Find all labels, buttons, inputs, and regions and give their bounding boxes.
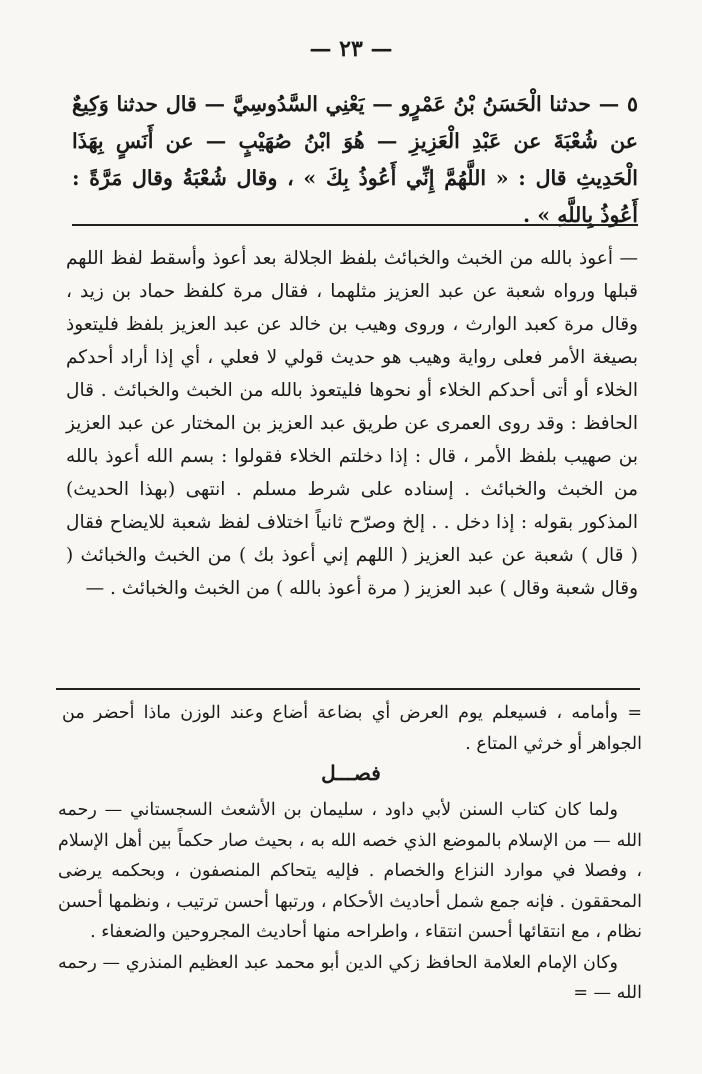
section-title: فصـــل [321,761,381,785]
section-body [58,795,642,1009]
section-paragraph: وكان الإمام العلامة الحافظ زكي الدين أبو محمد عبد العظيم المنذري — رحمه الله — = [58,952,642,1003]
section-paragraph: ولما كان كتاب السنن لأبي داود ، سليمان بن الأشعث السجستاني — رحمه الله — من الإسلام بالموضع الذي خصه الله به ، بحيث صار حكماً بين أهل الإسلام ، وفصلا في موارد النزاع والخصام . فإليه يتحاكم المنصفون ، وبحكمه يرضى المحققون . فإنه جمع شمل أحاديث الأحكام ، ورتبها أحسن ترتيب ، ونظمها أحسن نظام ، مع انتقائها أحسن انتقاء ، واطراحه منها أحاديث المجروحين والضعفاء . [58,800,642,942]
hadith-text: ٥ — حدثنا الْحَسَنُ بْنُ عَمْرٍو — يَعْنِي السَّدُوسِيَّ — قال حدثنا وَكِيعٌ عن شُعْبَةَ عن عَبْدِ الْعَزِيزِ — هُوَ ابْنُ صُهَيْبٍ — عن أَنَسٍ بِهَذَا الْحَدِيثِ قال : « اللَّهُمَّ إِنِّي أَعُوذُ بِكَ » ، وقال شُعْبَةُ وقال مَرَّةً : أَعُوذُ بِاللَّهِ » . [72,92,638,227]
divider-footnote [56,688,640,690]
footnote-text: = وأمامه ، فسيعلم يوم العرض أي بضاعة أضاع وعند الوزن ماذا أحضر من الجواهر أو خرثي المتاع . [62,703,642,754]
divider-top [72,224,638,226]
commentary-text: — أعوذ بالله من الخبث والخبائث بلفظ الجلالة بعد أعوذ وأسقط لفظ اللهم قبلها ورواه شعبة عن عبد العزيز مثلهما ، فقال مرة كلفظ حماد بن زيد ، وقال مرة كعبد الوارث ، وروى وهيب بن خالد عن عبد العزيز بلفظ فليتعوذ بصيغة الأمر فعلى رواية وهيب هو حديث قولي لا فعلي ، أي إذا أراد أحدكم الخلاء أو أتى أحدكم الخلاء أو نحوها فليتعوذ بالله من الخبث والخبائث . قال الحافظ : وقد روى العمرى عن طريق عبد العزيز بن المختار عن عبد العزيز بن صهيب بلفظ الأمر ، قال : إذا دخلتم الخلاء فقولوا : بسم الله أعوذ بالله من الخبث والخبائث . إسناده على شرط مسلم . انتهى (بهذا الحديث) المذكور بقوله : إذا دخل . . إلخ وصرّح ثانياً اختلاف لفظ شعبة للايضاح فقال ( قال ) شعبة عن عبد العزيز ( اللهم إني أعوذ بك ) من الخبث والخبائث ( وقال شعبة وقال ) عبد العزيز ( مرة أعوذ بالله ) من الخبث والخبائث . — [66,248,638,599]
page-number: — ٢٣ — [309,36,393,62]
